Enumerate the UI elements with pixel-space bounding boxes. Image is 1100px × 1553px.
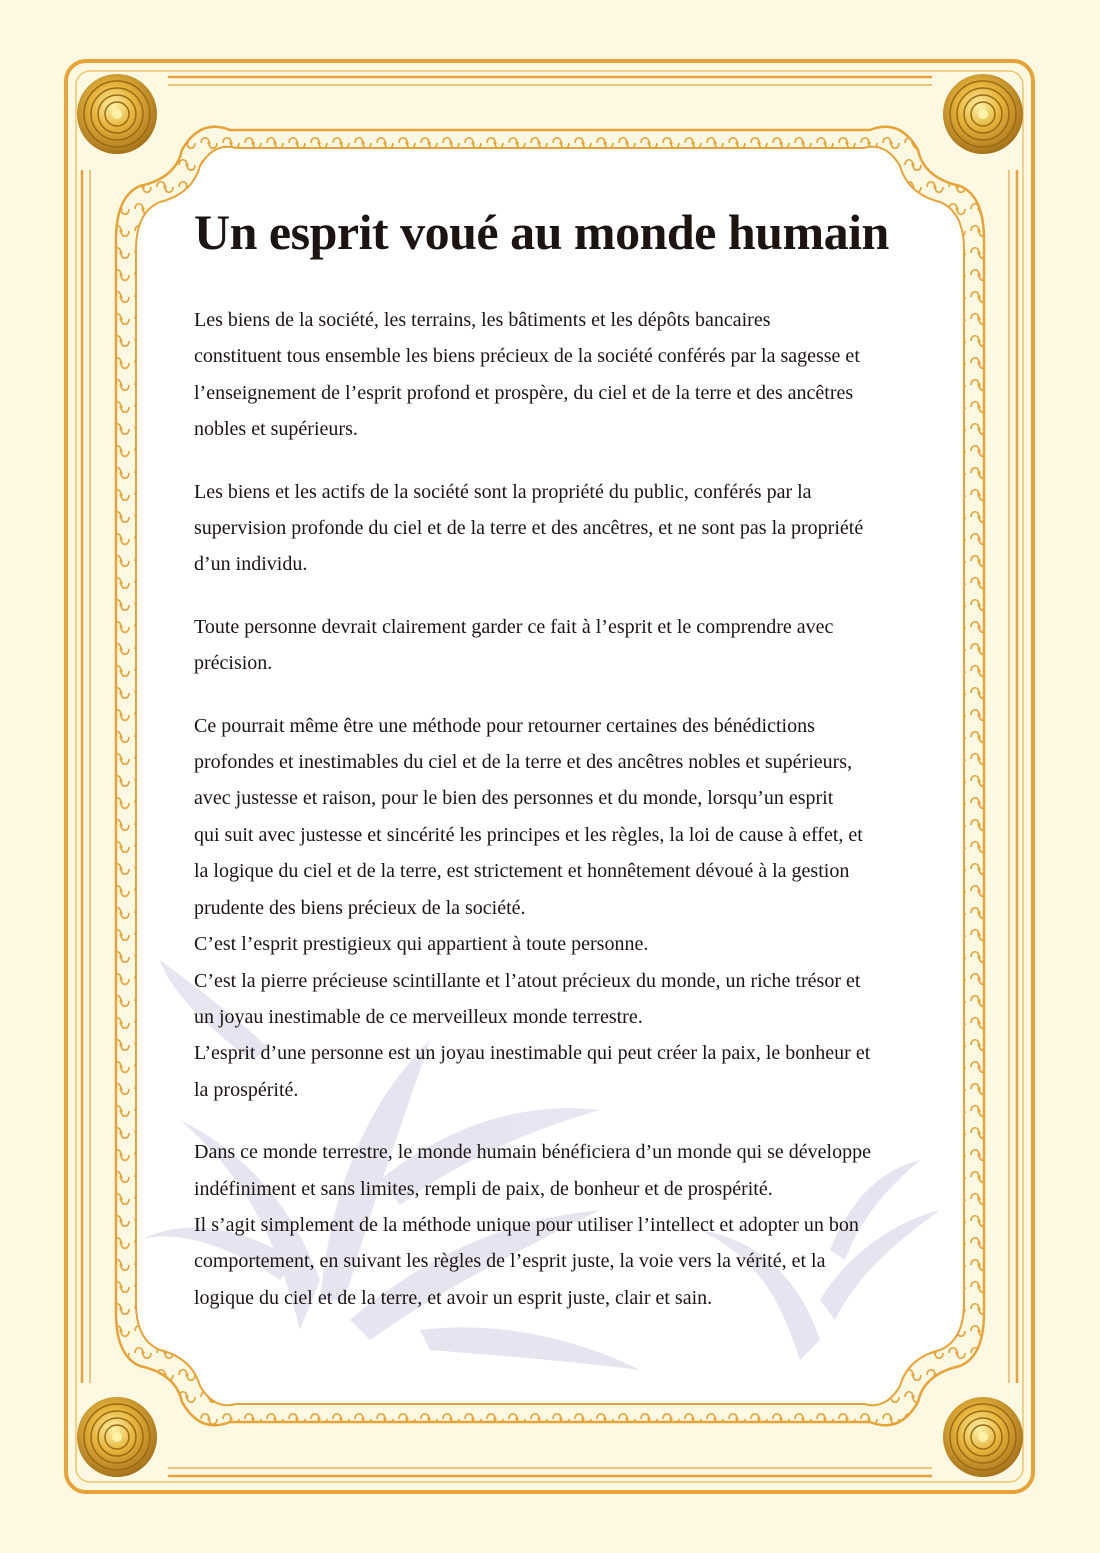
- text-line: prudente des biens précieux de la société.: [194, 896, 526, 919]
- text-line: avec justesse et raison, pour le bien des personnes et du monde, lorsqu’un esprit: [194, 787, 834, 810]
- text-line: précision.: [194, 652, 273, 675]
- paragraph: [194, 1134, 934, 1316]
- text-line: Les biens et les actifs de la société sont la propriété du public, conférés par la: [194, 480, 812, 503]
- text-line: qui suit avec justesse et sincérité les principes et les règles, la loi de cause à effet, et: [194, 823, 863, 846]
- text-line: indéfiniment et sans limites, rempli de paix, de bonheur et de prospérité.: [194, 1177, 773, 1200]
- text-line: constituent tous ensemble les biens précieux de la société conférés par la sagesse et: [194, 345, 860, 368]
- text-line: Ce pourrait même être une méthode pour retourner certaines des bénédictions: [194, 714, 815, 737]
- document-body: [194, 200, 934, 1342]
- text-line: logique du ciel et de la terre, et avoir un esprit juste, clair et sain.: [194, 1286, 713, 1309]
- gold-rosette-icon: [943, 74, 1023, 154]
- document-title: Un esprit voué au monde humain: [194, 204, 889, 260]
- text-line: comportement, en suivant les règles de l’esprit juste, la voie vers la vérité, et la: [194, 1250, 826, 1273]
- paragraph: [194, 302, 934, 448]
- text-line: C’est la pierre précieuse scintillante et l’atout précieux du monde, un riche trésor et: [194, 969, 861, 992]
- paragraph: [194, 609, 934, 682]
- text-line: l’enseignement de l’esprit profond et prospère, du ciel et de la terre et des ancêtres: [194, 381, 854, 404]
- text-line: Il s’agit simplement de la méthode unique pour utiliser l’intellect et adopter un bon: [194, 1213, 859, 1236]
- text-line: Toute personne devrait clairement garder ce fait à l’esprit et le comprendre avec: [194, 615, 834, 638]
- text-line: nobles et supérieurs.: [194, 418, 358, 441]
- gold-rosette-icon: [77, 74, 157, 154]
- text-line: supervision profonde du ciel et de la terre et des ancêtres, et ne sont pas la propriété: [194, 517, 864, 540]
- text-line: la prospérité.: [194, 1078, 299, 1101]
- text-line: profondes et inestimables du ciel et de la terre et des ancêtres nobles et supérieurs,: [194, 751, 853, 774]
- text-line: un joyau inestimable de ce merveilleux monde terrestre.: [194, 1005, 643, 1028]
- paragraph: [194, 474, 934, 583]
- gold-rosette-icon: [943, 1397, 1023, 1477]
- gold-rosette-icon: [77, 1397, 157, 1477]
- text-line: L’esprit d’une personne est un joyau inestimable qui peut créer la paix, le bonheur et: [194, 1042, 871, 1065]
- text-line: Dans ce monde terrestre, le monde humain bénéficiera d’un monde qui se développe: [194, 1141, 871, 1164]
- text-line: C’est l’esprit prestigieux qui appartient à toute personne.: [194, 933, 649, 956]
- text-line: Les biens de la société, les terrains, les bâtiments et les dépôts bancaires: [194, 309, 771, 331]
- text-line: la logique du ciel et de la terre, est strictement et honnêtement dévoué à la gestion: [194, 860, 850, 883]
- paragraph: [194, 708, 934, 1108]
- text-line: d’un individu.: [194, 553, 308, 576]
